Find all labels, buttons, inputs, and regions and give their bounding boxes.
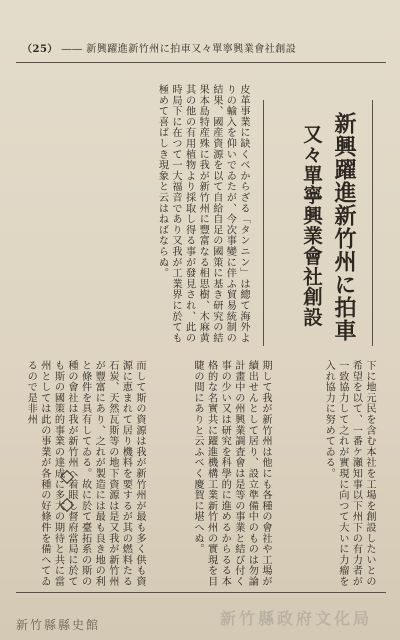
institution-stamp: 新竹縣政府文化局 [220, 609, 373, 628]
body-text-right-lower: 期して我が新竹州は他にも各種の會社や工場が續出せんとして居り、設立準備中のものは勿論計畫中の州興業調査會は是等の事業と結び付く事の少い又は研究を科學的に進めるからるる本格的な名實共に躍進機構工業新竹州の實現を目睫の間にありと云ふべく慶賀に堪へぬ。 [192, 360, 271, 587]
body-text-right-top: 皮革事業に缺くべからざる「タンニン」は總て海外よりの輸入を仰いでゐたが、今次事變に伴ふ貿易統制の結果、國産資源を以て自給自足の國策に基き研究の結果本島特産殊に我が新竹州に豐富なる相思樹、木麻黄其の他の有用植物より採取し得る事が發見され、此の時局下に在つて一大福音であり又我が工業界に於ても極めて喜ばしき現象と云はねばならぬ。 [156, 84, 249, 344]
running-title: ―― 新興躍進新竹州に拍車又々單寧興業會社創設 [61, 44, 297, 55]
title-box-right-border [372, 100, 373, 346]
body-text-right-bottom: 下に地元民を含む本社を工場を創設したいとの希望を以て、一番ケ瀬知事以下州下の有力者が一致協力して之れが實現に向つて大いに力瘤を入れ協力に努めてゐる。 [323, 360, 375, 587]
article-title: 新興躍進新竹州に拍車 [331, 112, 357, 342]
running-header [22, 40, 382, 64]
page-number: （25） [22, 44, 58, 55]
archive-watermark: 新竹縣縣史館 [16, 618, 101, 632]
article-subtitle: 又々單寧興業會社創設 [300, 124, 323, 327]
title-box-left-border [263, 100, 264, 346]
header-rule [16, 62, 386, 63]
body-text-middle-top: 而して斯の資源は我が新竹州が最も多く供も資源に恵まれて居り機料を要するが其の燃料たる石炭、天然瓦斯等の地下資源は是又我が新竹州が豐富にあり、之れが製造には最も良き地の利と條件を具有してゐる。故に於て臺拓系の斯の種の會社は我が新竹州へ着眼し督府當局に於ても斯の國策的事業の達成に多大の期待と共に當州としては此の事業が各種の好條件を備へてゐるので是非州 [25, 360, 145, 587]
footer-rule [16, 592, 386, 593]
